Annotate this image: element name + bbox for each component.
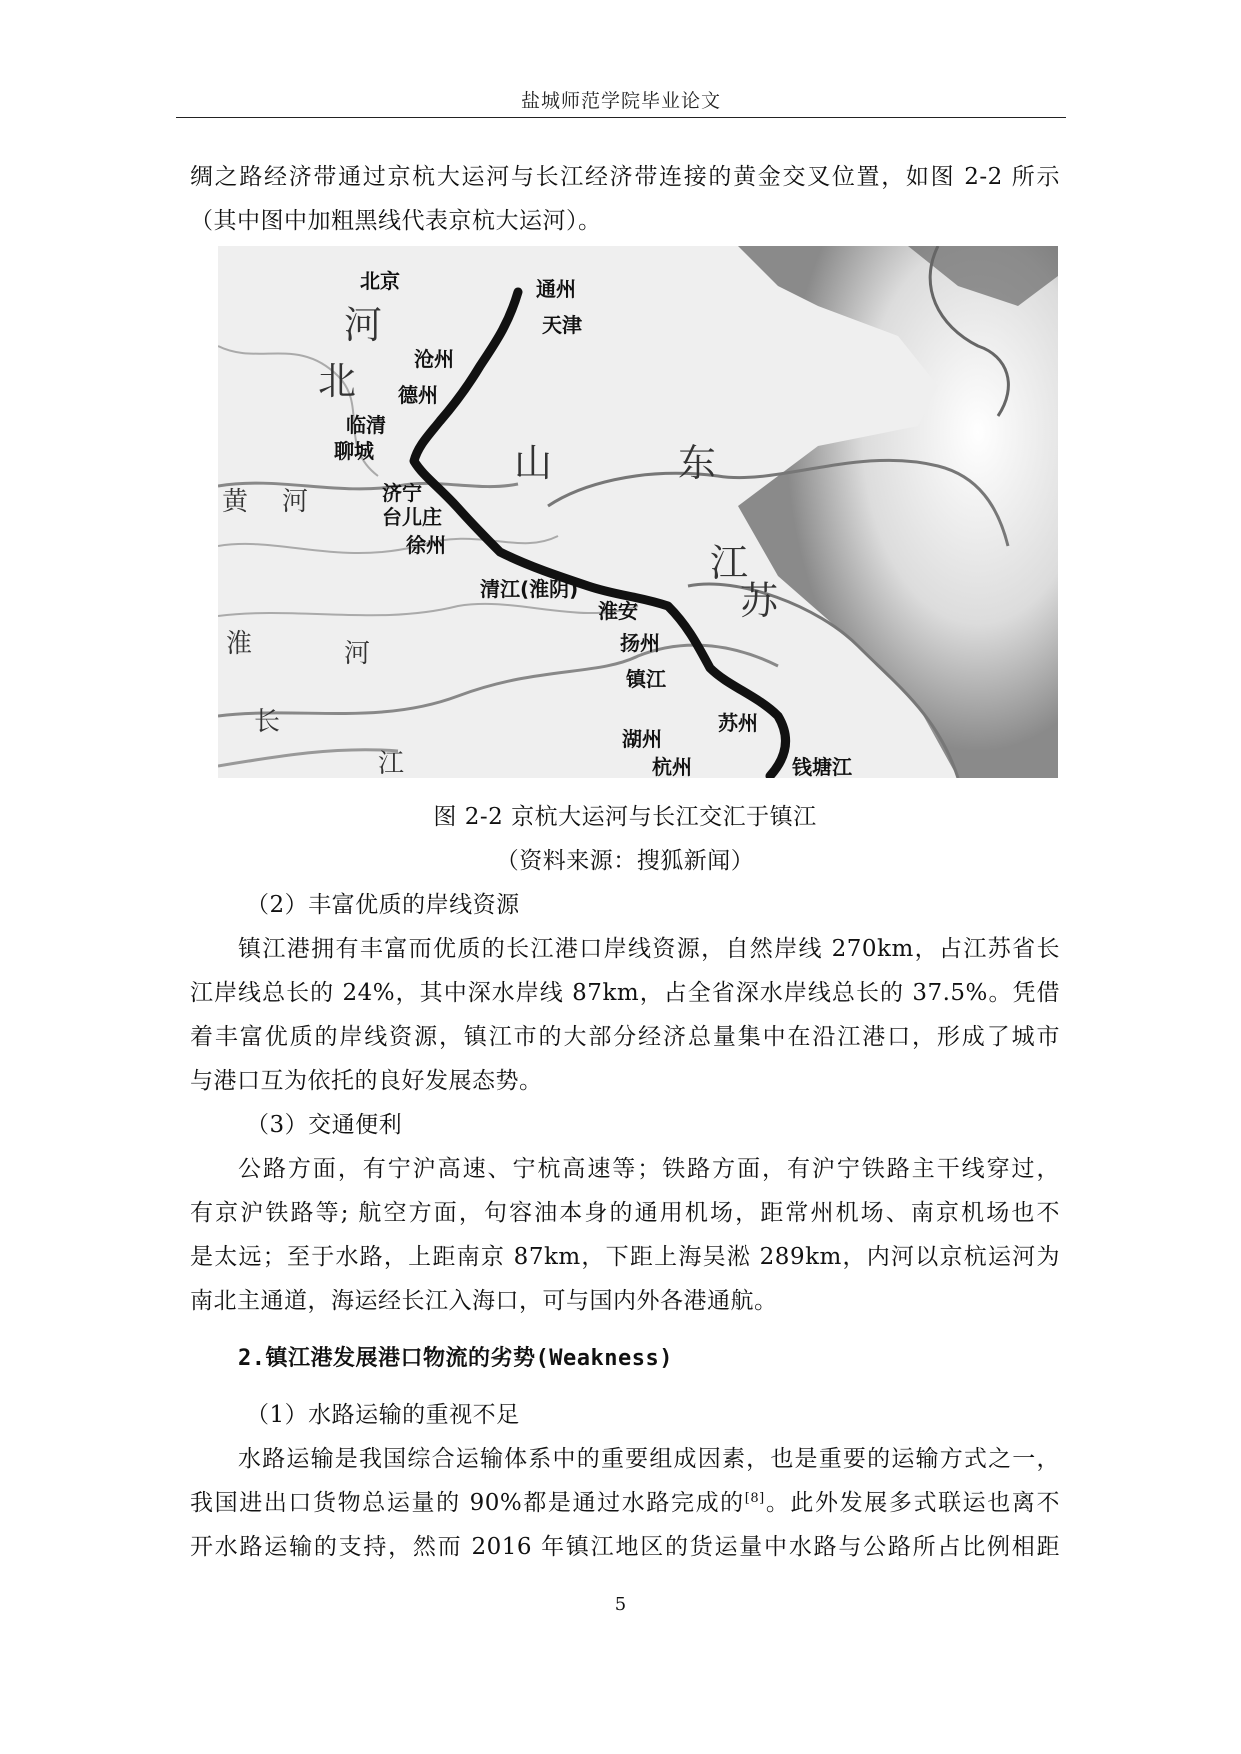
map-river-label: 河 — [282, 487, 309, 517]
map-city-label: 天津 — [542, 313, 582, 337]
map-city-label: 徐州 — [406, 533, 446, 557]
header-divider — [176, 117, 1066, 118]
figure-caption: 图 2-2 京杭大运河与长江交汇于镇江 — [433, 804, 817, 830]
paragraph-text: 。此外发展多式联运也离不 — [764, 1490, 1061, 1516]
map-city-label: 德州 — [398, 383, 438, 407]
grand-canal-map-figure — [218, 246, 1058, 778]
page-header: 盐城师范学院毕业论文 — [520, 90, 721, 112]
paragraph-line: （其中图中加粗黑线代表京杭大运河）。 — [190, 208, 602, 234]
paragraph-line: 着丰富优质的岸线资源，镇江市的大部分经济总量集中在沿江港口，形成了城市 — [190, 1024, 1060, 1050]
paragraph-line: 是太远；至于水路，上距南京 87km，下距上海吴淞 289km，内河以京杭运河为 — [190, 1244, 1060, 1270]
map-city-label: 扬州 — [620, 631, 660, 655]
map-city-label: 台儿庄 — [382, 505, 442, 529]
paragraph-line: 南北主通道，海运经长江入海口，可与国内外各港通航。 — [190, 1288, 778, 1314]
map-city-label: 钱塘江 — [792, 755, 852, 778]
map-city-label: 湖州 — [622, 727, 662, 751]
map-city-label: 淮安 — [598, 599, 638, 623]
figure-source: （资料来源：搜狐新闻） — [495, 848, 755, 874]
subsection-title: （1）水路运输的重视不足 — [246, 1402, 520, 1428]
map-river-label: 江 — [378, 749, 405, 778]
subsection-title: （3）交通便利 — [246, 1112, 403, 1138]
subsection-title: （2）丰富优质的岸线资源 — [246, 892, 520, 918]
paragraph-line: 开水路运输的支持，然而 2016 年镇江地区的货运量中水路与公路所占比例相距 — [190, 1534, 1060, 1560]
map-image — [218, 246, 1058, 778]
map-city-label: 济宁 — [382, 481, 422, 505]
map-city-label: 临清 — [346, 413, 386, 437]
page-number: 5 — [614, 1594, 627, 1615]
paragraph-line — [190, 1488, 1060, 1518]
paragraph-line: 水路运输是我国综合运输体系中的重要组成因素，也是重要的运输方式之一， — [238, 1446, 1060, 1472]
paragraph-line: 有京沪铁路等; 航空方面，句容油本身的通用机场，距常州机场、南京机场也不 — [190, 1200, 1060, 1226]
map-city-label: 清江(淮阴) — [480, 577, 579, 601]
map-region-label: 苏 — [740, 579, 779, 623]
map-region-label: 河 — [344, 303, 383, 347]
paragraph-line: 绸之路经济带通过京杭大运河与长江经济带连接的黄金交叉位置，如图 2-2 所示 — [190, 164, 1060, 190]
map-city-label: 镇江 — [626, 667, 666, 691]
map-city-label: 沧州 — [414, 347, 454, 371]
map-river-label: 黄 — [222, 487, 249, 517]
citation-mark: [8] — [744, 1491, 765, 1506]
map-region-label: 东 — [678, 441, 717, 485]
map-river-label: 河 — [344, 639, 371, 669]
paragraph-line: 江岸线总长的 24%，其中深水岸线 87km，占全省深水岸线总长的 37.5%。凭借 — [190, 980, 1060, 1006]
paragraph-text: 我国进出口货物总运量的 90%都是通过水路完成的 — [190, 1490, 745, 1516]
paragraph-line: 与港口互为依托的良好发展态势。 — [190, 1068, 543, 1094]
map-city-label: 北京 — [360, 269, 400, 293]
section-heading: 2.镇江港发展港口物流的劣势(Weakness) — [238, 1346, 673, 1371]
map-river-label: 淮 — [226, 629, 253, 659]
paragraph-line: 公路方面，有宁沪高速、宁杭高速等；铁路方面，有沪宁铁路主干线穿过， — [238, 1156, 1060, 1182]
map-river-label: 长 — [254, 707, 281, 737]
map-city-label: 苏州 — [718, 711, 758, 735]
map-city-label: 通州 — [536, 277, 576, 301]
map-city-label: 聊城 — [334, 439, 374, 463]
map-region-label: 江 — [710, 541, 749, 585]
paragraph-line: 镇江港拥有丰富而优质的长江港口岸线资源，自然岸线 270km，占江苏省长 — [238, 936, 1060, 962]
map-region-label: 山 — [514, 441, 553, 485]
map-region-label: 北 — [318, 359, 357, 403]
map-city-label: 杭州 — [652, 755, 692, 778]
